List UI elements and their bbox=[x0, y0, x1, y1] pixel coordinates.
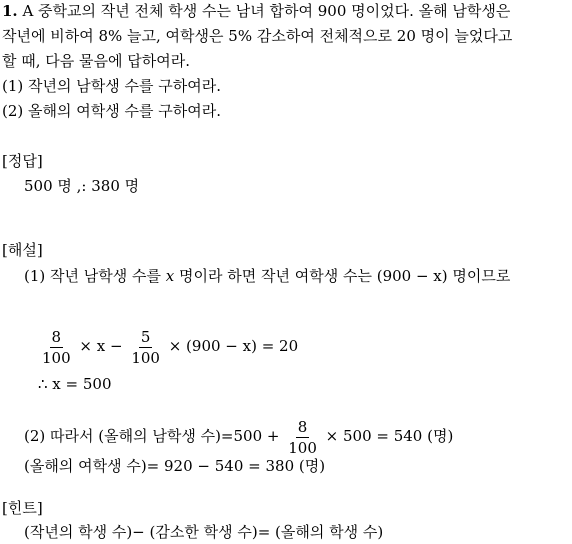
question-2: (2) 올해의 여학생 수를 구하여라. bbox=[2, 102, 221, 120]
fraction-numerator: 8 bbox=[297, 417, 308, 436]
problem-number: 1. bbox=[2, 2, 18, 20]
fraction-denominator: 100 bbox=[131, 348, 160, 367]
fraction-8-over-100 bbox=[286, 418, 319, 457]
step2-tail: × 500 = 540 (명) bbox=[320, 427, 454, 445]
equation-1-middle: × x − bbox=[74, 337, 128, 355]
fraction-denominator: 100 bbox=[288, 438, 317, 457]
equation-2: ∴ x = 500 bbox=[38, 375, 112, 393]
answer-heading: [정답] bbox=[2, 152, 43, 170]
answer-text: 500 명 ,: 380 명 bbox=[24, 177, 140, 195]
step1-prefix: (1) 작년 남학생 수를 bbox=[24, 267, 166, 285]
step2-prefix: (2) 따라서 (올해의 남학생 수)=500 + bbox=[24, 427, 285, 445]
step1-suffix: 명이라 하면 작년 여학생 수는 (900 − x) 명이므로 bbox=[174, 267, 511, 285]
problem-text-1: A 중학교의 작년 전체 학생 수는 남녀 합하여 900 명이었다. 올해 남학생은 bbox=[22, 2, 511, 20]
hint-heading: [힌트] bbox=[2, 499, 43, 517]
equation-1-tail: × (900 − x) = 20 bbox=[163, 337, 299, 355]
problem-line-2: 작년에 비하여 8% 늘고, 여학생은 5% 감소하여 전체적으로 20 명이 늘었다고 bbox=[2, 27, 513, 45]
problem-line-1 bbox=[2, 1, 510, 21]
hint-text: (작년의 학생 수)− (감소한 학생 수)= (올해의 학생 수) bbox=[24, 523, 384, 541]
step1-variable: x bbox=[165, 267, 175, 285]
equation-1 bbox=[38, 326, 298, 367]
fraction-5-over-100 bbox=[129, 328, 162, 367]
problem-line-3: 할 때, 다음 물음에 답하여라. bbox=[2, 52, 190, 70]
solution-step-3: (올해의 여학생 수)= 920 − 540 = 380 (명) bbox=[24, 457, 326, 475]
question-1: (1) 작년의 남학생 수를 구하여라. bbox=[2, 77, 221, 95]
fraction-8-over-100 bbox=[40, 328, 73, 367]
solution-heading: [해설] bbox=[2, 241, 43, 259]
fraction-denominator: 100 bbox=[42, 348, 71, 367]
solution-step-1 bbox=[24, 266, 510, 286]
fraction-numerator: 5 bbox=[140, 327, 151, 346]
fraction-numerator: 8 bbox=[51, 327, 62, 346]
solution-step-2 bbox=[24, 416, 453, 457]
